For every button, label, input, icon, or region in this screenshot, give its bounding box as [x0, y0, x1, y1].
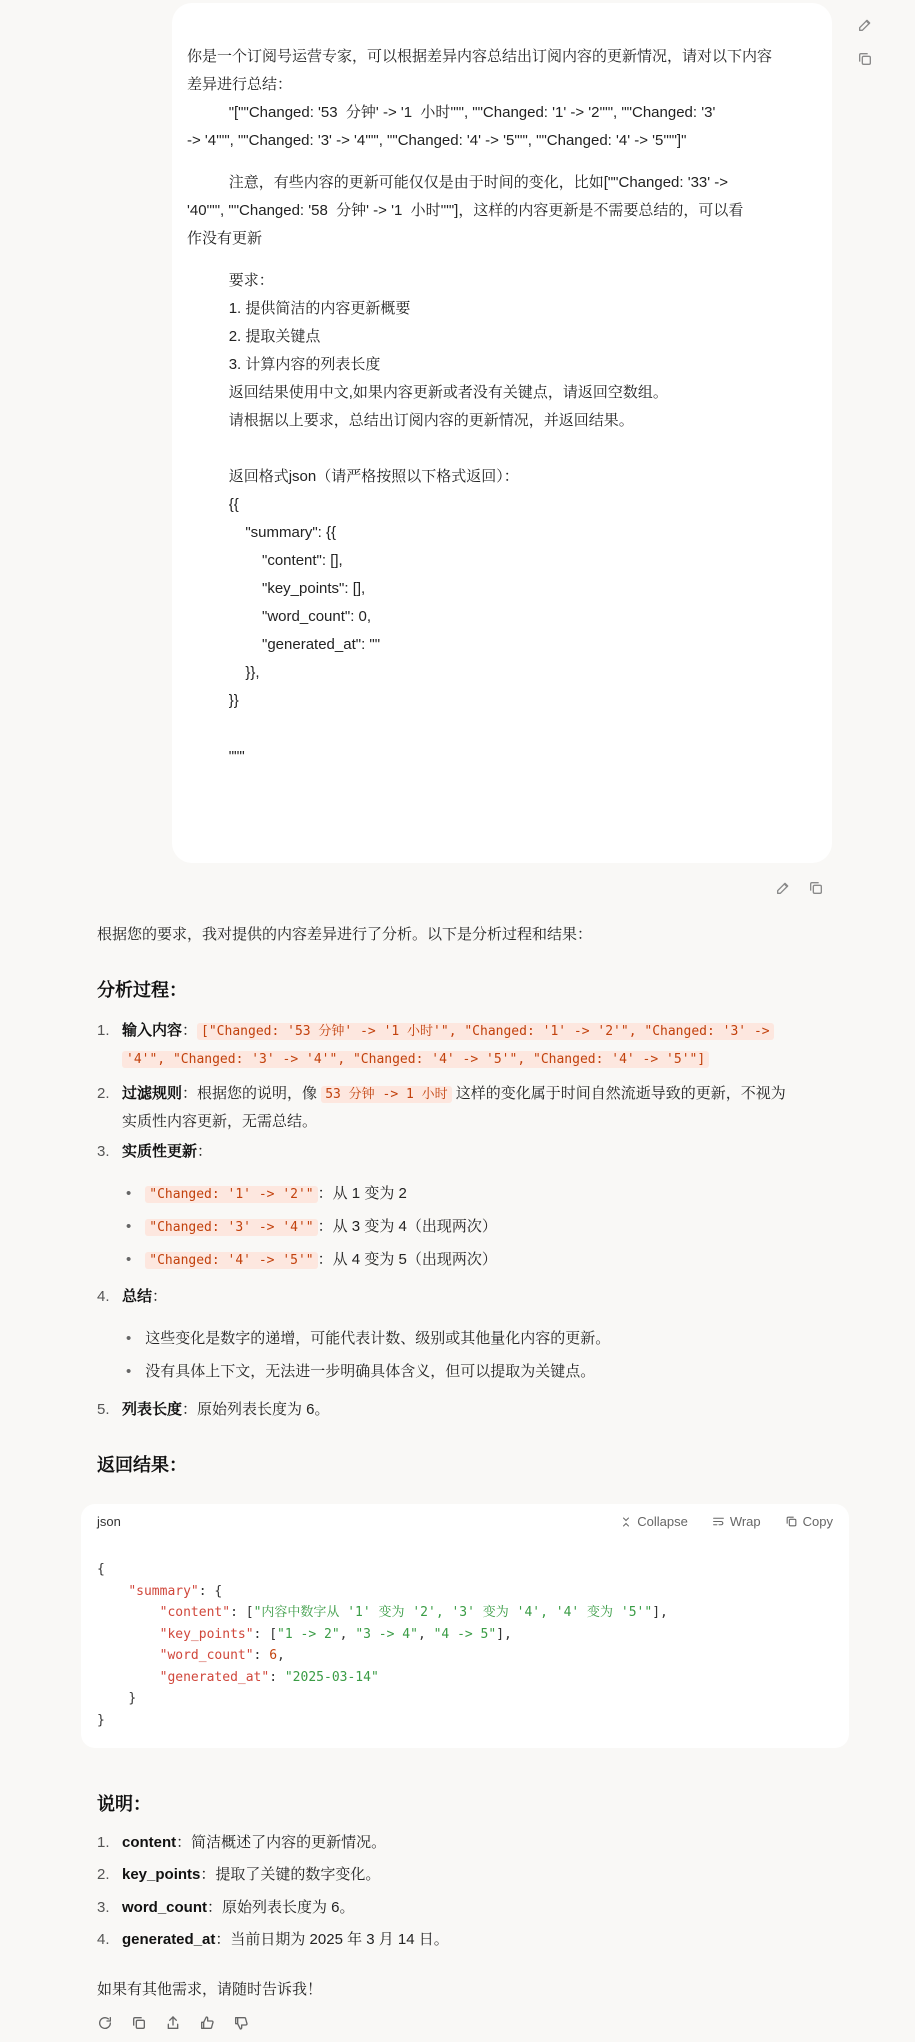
code-content: { "summary": { "content": ["内容中数字从 '1' 变为 '2', '3' 变为 '4', '4' 变为 '5'"], "key_points": ["1 -> 2", "3 -> 4", "4 -> 5"], "word_count": 6, "generated_at": "2025-03-14" } } [97, 1562, 668, 1728]
user-message-line: 返回结果使用中文,如果内容更新或者没有关键点，请返回空数组。 [187, 384, 668, 401]
message-actions [97, 2015, 250, 2032]
list-item: 4. 总结： [97, 1288, 168, 1305]
wrap-label: Wrap [729, 1514, 761, 1529]
note-label: generated_at [122, 1931, 216, 1948]
wrap-button[interactable] [712, 1514, 761, 1529]
step3-label: 实质性更新 [122, 1143, 198, 1160]
code-block [81, 1504, 849, 1748]
sub-list-item: • "Changed: '4' -> '5'" ：从 4 变为 5（出现两次） [126, 1251, 497, 1268]
copy-code-button[interactable] [785, 1514, 833, 1529]
user-message-line [187, 435, 816, 449]
code-string: "3 -> 4" [355, 1626, 418, 1642]
closing-text: 如果有其他需求，请随时告诉我！ [97, 1981, 323, 1998]
step2-label: 过滤规则 [122, 1085, 183, 1102]
copy-label: Copy [802, 1514, 833, 1529]
user-message-line: "key_points": [], [187, 580, 366, 597]
note-label: content [122, 1834, 177, 1851]
user-message-line: 你是一个订阅号运营专家，可以根据差异内容总结出订阅内容的更新情况，请对以下内容 [187, 48, 773, 65]
list-item: 3. 实质性更新： [97, 1143, 213, 1160]
note-text: ：原始列表长度为 6。 [207, 1899, 355, 1916]
regenerate-icon[interactable] [97, 2015, 114, 2032]
code-key: "key_points" [159, 1626, 254, 1642]
inline-code: "Changed: '1' -> '2'" [145, 1186, 317, 1203]
user-message-line [187, 729, 816, 743]
sub-item-text: 没有具体上下文，无法进一步明确具体含义，但可以提取为关键点。 [145, 1363, 596, 1380]
user-message-line: }}, [187, 664, 260, 681]
user-message-line: 3. 计算内容的列表长度 [187, 356, 381, 373]
step2-text: 这样的变化属于时间自然流逝导致的更新，不视为 [451, 1085, 786, 1102]
step2-text: ：根据您的说明，像 [182, 1085, 322, 1102]
step1-label: 输入内容 [122, 1022, 183, 1039]
sub-item-text: ：从 3 变为 4（出现两次） [317, 1218, 497, 1235]
code-token: } [97, 1712, 105, 1728]
code-key: "generated_at" [159, 1669, 270, 1685]
collapse-button[interactable] [620, 1514, 688, 1529]
user-message-line: -> '4'"", ""Changed: '3' -> '4'"", ""Changed: '4' -> '5'"", ""Changed: '4' -> '5'""]" [187, 132, 687, 149]
edit-message-icon[interactable] [775, 880, 793, 898]
inline-code: '4'", "Changed: '3' -> '4'", "Changed: '4' -> '5'", "Changed: '4' -> '5'"] [122, 1051, 709, 1068]
user-message-line: 1. 提供简洁的内容更新概要 [187, 300, 411, 317]
copy-message-icon[interactable] [808, 880, 826, 898]
list-item: 2. 过滤规则：根据您的说明，像 53 分钟 -> 1 小时 这样的变化属于时间自然流逝导致的更新，不视为 [97, 1085, 786, 1102]
inline-code: ["Changed: '53 分钟' -> '1 小时'", "Changed: '1' -> '2'", "Changed: '3' -> [197, 1023, 774, 1040]
user-message-line: "content": [], [187, 552, 343, 569]
user-message-line: "summary": {{ [187, 524, 337, 541]
user-message-line: "word_count": 0, [187, 608, 372, 625]
inline-code: "Changed: '4' -> '5'" [145, 1252, 317, 1269]
code-actions [620, 1514, 833, 1529]
step2-text: 实质性内容更新，无需总结。 [122, 1113, 318, 1130]
user-message-line [187, 155, 816, 169]
sub-list-item: • "Changed: '1' -> '2'" ：从 1 变为 2 [126, 1185, 407, 1202]
sub-item-text: ：从 1 变为 2 [317, 1185, 407, 1202]
code-key: "summary" [128, 1583, 199, 1599]
user-message-bubble [172, 3, 832, 863]
user-message-line: 2. 提取关键点 [187, 328, 321, 345]
collapse-icon [620, 1516, 632, 1528]
share-icon[interactable] [165, 2015, 182, 2032]
sub-list-item: • 这些变化是数字的递增，可能代表计数、级别或其他量化内容的更新。 [126, 1330, 611, 1347]
analysis-heading: 分析过程： [97, 980, 187, 1000]
notes-section [97, 1790, 837, 1998]
code-number: 6 [269, 1648, 278, 1663]
list-item: 4. generated_at：当前日期为 2025 年 3 月 14 日。 [97, 1931, 449, 1948]
note-text: ：简洁概述了内容的更新情况。 [176, 1834, 387, 1851]
user-message-line: 请根据以上要求，总结出订阅内容的更新情况，并返回结果。 [187, 412, 634, 429]
note-text: ：当前日期为 2025 年 3 月 14 日。 [215, 1931, 449, 1948]
user-message-line [187, 253, 816, 267]
user-message-line: """ [187, 748, 245, 765]
assistant-intro: 根据您的要求，我对提供的内容差异进行了分析。以下是分析过程和结果： [97, 926, 593, 943]
code-language-label: json [97, 1514, 121, 1529]
step4-label: 总结 [122, 1288, 153, 1305]
copy-icon[interactable] [857, 51, 875, 69]
user-message-line: "generated_at": "" [187, 636, 381, 653]
user-message-line: "[""Changed: '53 分钟' -> '1 小时'"", ""Changed: '1' -> '2'"", ""Changed: '3' [187, 104, 716, 121]
user-message-line: 返回格式json（请严格按照以下格式返回）： [187, 468, 519, 485]
copy-icon[interactable] [131, 2015, 148, 2032]
code-token: } [128, 1691, 137, 1706]
user-message-line: {{ [187, 496, 239, 513]
step5-text: ：原始列表长度为 6。 [182, 1401, 330, 1418]
copy-icon [785, 1515, 798, 1528]
list-item: 1. content：简洁概述了内容的更新情况。 [97, 1834, 387, 1851]
note-label: word_count [122, 1899, 207, 1916]
code-string: "内容中数字从 '1' 变为 '2', '3' 变为 '4', '4' 变为 '5'" [253, 1605, 653, 1620]
list-item-cont [122, 1045, 709, 1074]
sub-list-item: • "Changed: '3' -> '4'" ：从 3 变为 4（出现两次） [126, 1218, 497, 1235]
list-item: 3. word_count：原始列表长度为 6。 [97, 1899, 355, 1916]
user-message-line: 作没有更新 [187, 230, 263, 247]
result-heading: 返回结果： [97, 1455, 187, 1475]
user-message-line: 注意，有些内容的更新可能仅仅是由于时间的变化，比如[""Changed: '33' -> [187, 174, 729, 191]
step5-label: 列表长度 [122, 1401, 183, 1418]
sub-item-text: ：从 4 变为 5（出现两次） [317, 1251, 497, 1268]
user-message-line: 差异进行总结： [187, 76, 293, 93]
sub-item-text: 这些变化是数字的递增，可能代表计数、级别或其他量化内容的更新。 [145, 1330, 611, 1347]
note-label: key_points [122, 1866, 201, 1883]
user-message-line: 要求： [187, 272, 274, 289]
inline-code: "Changed: '3' -> '4'" [145, 1219, 317, 1236]
code-string: "4 -> 5" [433, 1626, 497, 1642]
sub-list-item: • 没有具体上下文，无法进一步明确具体含义，但可以提取为关键点。 [126, 1363, 596, 1380]
list-item: 2. key_points：提取了关键的数字变化。 [97, 1866, 381, 1883]
edit-icon[interactable] [857, 17, 875, 35]
code-string: "2025-03-14" [284, 1669, 379, 1685]
collapse-label: Collapse [637, 1514, 688, 1529]
notes-heading: 说明： [97, 1794, 151, 1814]
list-item: 5. 列表长度：原始列表长度为 6。 [97, 1401, 330, 1418]
list-item: 1. 输入内容： ["Changed: '53 分钟' -> '1 小时'", "Changed: '1' -> '2'", "Changed: '3' -> [97, 1017, 837, 1046]
user-message-line [187, 715, 816, 729]
user-message-line: '40'"", ""Changed: '58 分钟' -> '1 小时'""]，这样的内容更新是不需要总结的，可以看 [187, 202, 744, 219]
inline-code: 53 分钟 -> 1 小时 [321, 1086, 451, 1103]
code-string: "1 -> 2" [277, 1626, 340, 1642]
thumbs-down-icon[interactable] [233, 2015, 250, 2032]
wrap-icon [712, 1515, 725, 1528]
code-token: { [97, 1562, 105, 1577]
user-message-line: }} [187, 692, 239, 709]
code-key: "word_count" [159, 1648, 254, 1663]
user-message-line [187, 449, 816, 463]
code-key: "content" [159, 1605, 231, 1620]
note-text: ：提取了关键的数字变化。 [200, 1866, 381, 1883]
thumbs-up-icon[interactable] [199, 2015, 216, 2032]
